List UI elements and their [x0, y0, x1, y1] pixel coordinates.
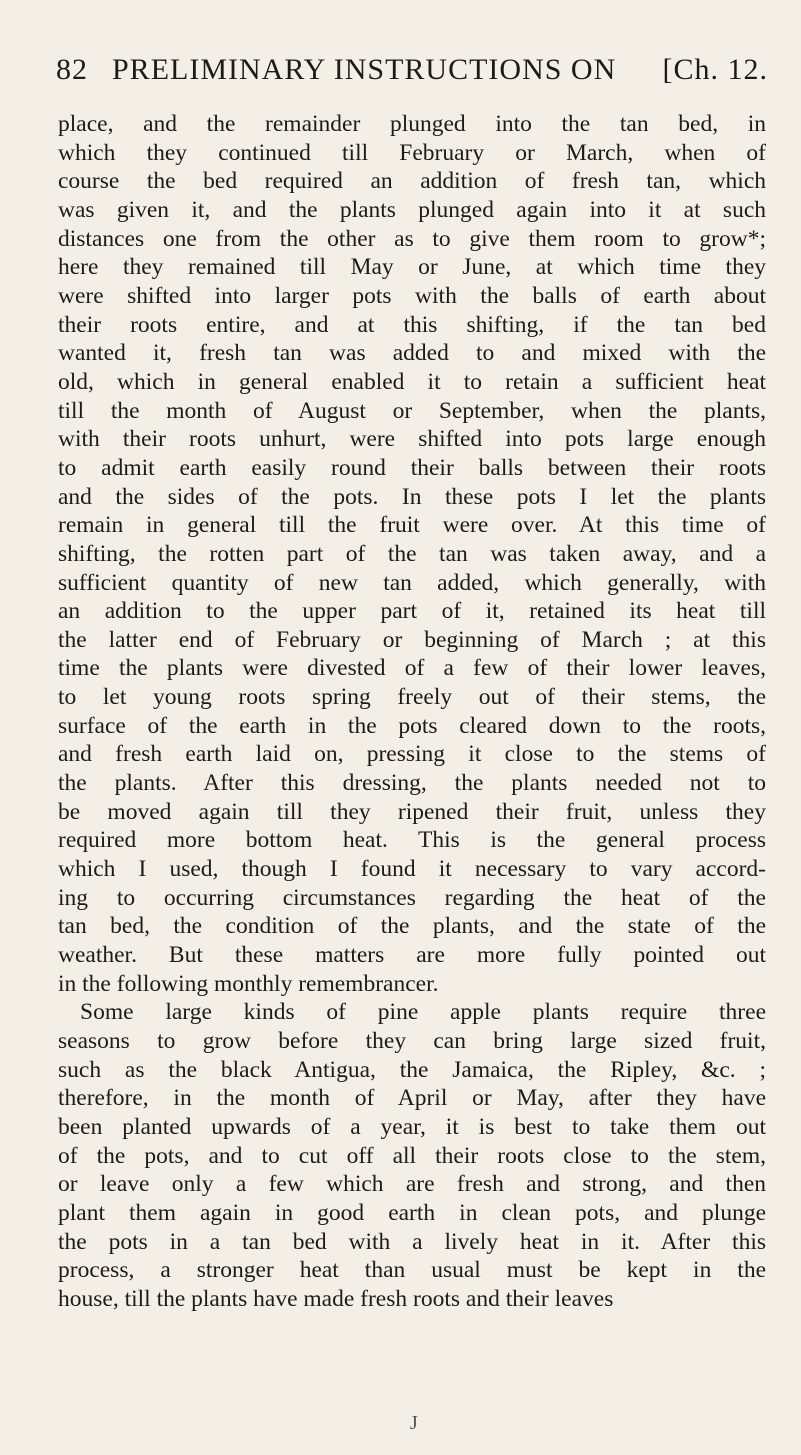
text-line: with their roots unhurt, were shifted into pots large enough — [58, 426, 766, 453]
text-line: place, and the remainder plunged into the tan bed, in — [58, 111, 766, 137]
running-head — [56, 50, 768, 90]
text-line: were shifted into larger pots with the balls of earth about — [58, 282, 766, 309]
text-line: course the bed required an addition of fresh tan, which — [58, 168, 766, 195]
text-line: an addition to the upper part of it, retained its heat till — [58, 598, 766, 625]
text-line: the plants. After this dressing, the plants needed not to — [58, 770, 766, 797]
text-line: here they remained till May or June, at which time they — [58, 254, 766, 281]
text-line: weather. But these matters are more fully pointed out — [58, 942, 766, 969]
text-line: till the month of August or September, when the plants, — [58, 397, 766, 424]
text-line: such as the black Antigua, the Jamaica, the Ripley, &c. ; — [58, 1056, 766, 1083]
text-line: of the pots, and to cut off all their roots close to the stem, — [58, 1142, 766, 1169]
text-line: Some large kinds of pine apple plants require three — [80, 999, 766, 1026]
text-line: old, which in general enabled it to retain a sufficient heat — [58, 368, 766, 395]
text-line: their roots entire, and at this shifting, if the tan bed — [58, 311, 766, 338]
signature-mark: J — [410, 1412, 418, 1434]
running-title: PRELIMINARY INSTRUCTIONS ON — [112, 53, 617, 86]
text-line: shifting, the rotten part of the tan was taken away, and a — [58, 540, 766, 567]
text-line: surface of the earth in the pots cleared down to the roots, — [58, 712, 766, 739]
text-line: remain in general till the fruit were over. At this time of — [58, 512, 766, 539]
text-line: sufficient quantity of new tan added, which generally, with — [58, 569, 766, 596]
text-line: be moved again till they ripened their fruit, unless they — [58, 798, 766, 825]
text-line: which I used, though I found it necessary to vary accord- — [58, 856, 766, 883]
text-line: time the plants were divested of a few of their lower leaves, — [58, 655, 766, 682]
text-line: the latter end of February or beginning of March ; at this — [58, 626, 766, 653]
text-line: process, a stronger heat than usual must be kept in the — [58, 1257, 766, 1284]
text-line: tan bed, the condition of the plants, and the state of the — [58, 913, 766, 940]
text-line: ing to occurring circumstances regarding the heat of the — [58, 884, 766, 911]
text-line: distances one from the other as to give them room to grow*; — [58, 225, 766, 252]
text-line: therefore, in the month of April or May, after they have — [58, 1085, 766, 1112]
text-line: to let young roots spring freely out of their stems, the — [58, 684, 766, 711]
text-line: to admit earth easily round their balls between their roots — [58, 454, 766, 481]
text-line: in the following monthly remembrancer. — [58, 970, 439, 997]
text-line: the pots in a tan bed with a lively heat in it. After this — [58, 1228, 766, 1255]
text-line: and the sides of the pots. In these pots I let the plants — [58, 483, 766, 510]
chapter-reference: [Ch. 12. — [662, 53, 768, 86]
page-number: 82 — [56, 53, 88, 86]
text-line: required more bottom heat. This is the general process — [58, 827, 766, 854]
text-line: which they continued till February or March, when of — [58, 139, 766, 166]
text-line: wanted it, fresh tan was added to and mixed with the — [58, 340, 766, 367]
text-line: been planted upwards of a year, it is best to take them out — [58, 1113, 766, 1140]
text-line: house, till the plants have made fresh roots and their leaves — [58, 1285, 614, 1312]
text-line: seasons to grow before they can bring large sized fruit, — [58, 1028, 766, 1054]
text-line: was given it, and the plants plunged again into it at such — [58, 196, 766, 223]
body-text — [58, 110, 766, 1314]
text-line: plant them again in good earth in clean pots, and plunge — [58, 1199, 766, 1226]
text-line: and fresh earth laid on, pressing it close to the stems of — [58, 741, 766, 768]
text-line: or leave only a few which are fresh and strong, and then — [58, 1171, 766, 1198]
